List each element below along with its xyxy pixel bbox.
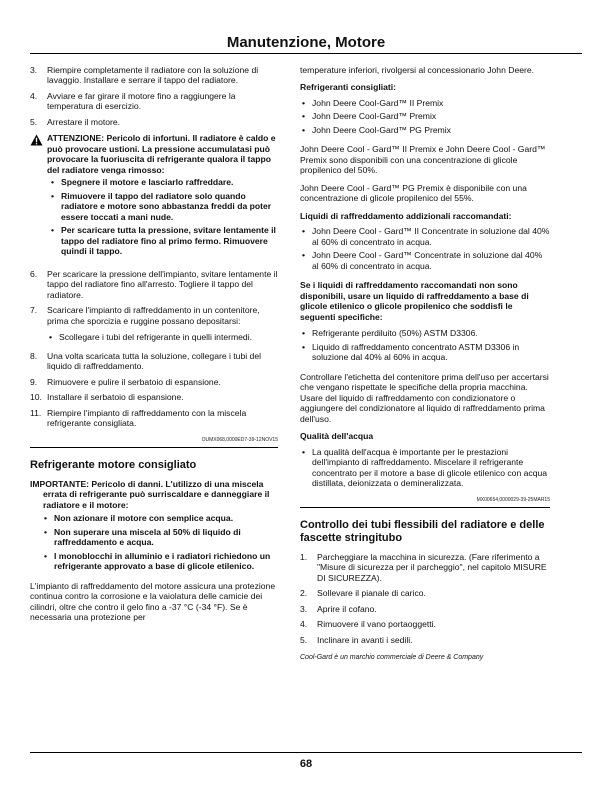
page-number: 68 (299, 758, 313, 770)
footer-rule (30, 752, 582, 753)
list-item (30, 351, 278, 372)
warning-box (30, 133, 278, 259)
important-bullets (42, 513, 278, 571)
step-number: 5. (300, 634, 308, 645)
subheading: Qualità dell'acqua (300, 431, 374, 442)
warning-bullets (49, 177, 278, 256)
body-paragraph: L'impianto di raffreddamento del motore assicura una protezione continua contro la corrosione e la vaiolatura delle camicie dei cilindri, oltre che contro il gelo fino a -37 °C (-34 °F). Se è necessaria una protezione per (30, 580, 276, 623)
step-number: 3. (300, 603, 308, 614)
recommended-list (300, 98, 550, 135)
list-item (30, 117, 278, 127)
list-item (30, 91, 278, 112)
body-paragraph: Controllare l'etichetta del contenitore prima dell'uso per accertarsi che vengano rispettate le specifiche della propria macchina. Usare del liquido di raffreddamento con condizionatore o aggiungere del condizionatore al liquido di raffreddamento prima dell'uso. (300, 371, 549, 424)
reference-code: OUMX068,0000ED7-39-12NOV15 (201, 436, 278, 443)
list-item (300, 588, 550, 598)
step-text: Sollevare il pianale di carico. (317, 588, 426, 599)
header-rule (30, 53, 582, 54)
list-item: • John Deere Cool-Gard™ II Premix (300, 98, 550, 108)
list-item (30, 65, 278, 86)
list-item (30, 269, 278, 300)
list-item: • John Deere Cool - Gard™ II Concentrate in soluzione dal 40% al 60% di concentrato in acqua. (300, 226, 550, 247)
step-text: Parcheggiare la macchina in sicurezza. (Fare riferimento a "Misure di sicurezza per il parcheggio", nel capitolo MISURE DI SICUREZZA). (317, 551, 547, 583)
section-divider (30, 447, 278, 448)
step-number: 1. (300, 551, 308, 562)
step-text: Installare il serbatoio di espansione. (47, 392, 184, 403)
list-item (30, 305, 278, 345)
subheading: Refrigeranti consigliati: (300, 82, 396, 93)
step-number: 9. (30, 376, 38, 387)
page-title: Manutenzione, Motore (226, 34, 386, 51)
steps-list (300, 552, 550, 645)
body-paragraph: temperature inferiori, rivolgersi al concessionario John Deere. (300, 65, 535, 75)
steps-list (30, 65, 278, 127)
section-divider (300, 507, 550, 508)
section-title: Refrigerante motore consigliato (30, 458, 197, 471)
additional-list (300, 226, 550, 271)
warning-icon (30, 133, 47, 259)
step-number: 11. (30, 407, 42, 418)
step-text: Riempire l'impianto di raffreddamento con la miscela refrigerante consigliata. (47, 407, 247, 429)
list-item: • John Deere Cool-Gard™ PG Premix (300, 125, 550, 135)
list-item: • Scollegare i tubi del refrigerante in quelli intermedi. (47, 332, 278, 342)
list-item: • I monoblocchi in alluminio e i radiatori richiedono un refrigerante approvato a base di glicole etilenico. (42, 551, 278, 572)
step-bullets (47, 332, 278, 342)
list-item: • Rimuovere il tappo del radiatore solo quando radiatore e motore sono abbastanza freddi da poter essere toccati a mani nude. (49, 191, 278, 222)
section-title: Controllo dei tubi flessibili del radiatore e delle fascette stringitubo (300, 518, 545, 544)
list-item: • Non superare una miscela al 50% di liquido di raffreddamento e acqua. (42, 527, 278, 548)
alternative-list (300, 328, 550, 362)
list-item (30, 377, 278, 387)
important-notice (30, 479, 278, 510)
subheading: Liquidi di raffreddamento addizionali raccomandati: (300, 210, 512, 221)
body-paragraph: John Deere Cool - Gard™ PG Premix è disponibile con una concentrazione di glicole propilenico del 55%. (300, 182, 527, 204)
step-number: 5. (30, 116, 38, 127)
left-column (30, 65, 278, 630)
step-number: 2. (300, 588, 308, 599)
right-column (300, 65, 550, 663)
list-item: • John Deere Cool - Gard™ Concentrate in soluzione dal 40% al 60% di concentrato in acqua. (300, 250, 550, 271)
list-item (300, 635, 550, 645)
step-number: 4. (30, 90, 38, 101)
step-number: 4. (300, 619, 308, 630)
page-header (30, 34, 582, 52)
list-item: • Non azionare il motore con semplice acqua. (42, 513, 278, 523)
list-item: • Liquido di raffreddamento concentrato ASTM D3306 in soluzione dal 40% al 60% in acqua. (300, 342, 550, 363)
list-item: • John Deere Cool-Gard™ Premix (300, 111, 550, 121)
step-text: Riempire completamente il radiatore con la soluzione di lavaggio. Installare e serrare il tappo del radiatore. (47, 65, 259, 86)
body-paragraph: John Deere Cool - Gard™ II Premix e John Deere Cool - Gard™ Premix sono disponibili con una concentrazione di glicole propilenico del 50%. (300, 144, 546, 176)
warning-text: ATTENZIONE: Pericolo di infortuni. Il radiatore è caldo e può provocare ustioni. La pressione accumulatasi può provocare la fuoriuscita di refrigerante qualora il tappo del radiatore venga rimosso: (47, 133, 276, 175)
step-text: Arrestare il motore. (47, 116, 121, 127)
list-item (30, 408, 278, 429)
list-item: • Spegnere il motore e lasciarlo raffreddare. (49, 177, 278, 187)
list-item: • Refrigerante perdiluito (50%) ASTM D3306. (300, 328, 550, 338)
list-item: • La qualità dell'acqua è importante per le prestazioni dell'impianto di raffreddamento. Miscelare il refrigerante concentrato per il motore a base di glicole etilenico con acqua distillata, deionizzata o demineralizzata. (300, 447, 550, 489)
step-text: Avviare e far girare il motore fino a raggiungere la temperatura di esercizio. (47, 90, 236, 112)
list-item (300, 552, 550, 583)
list-item (30, 392, 278, 402)
step-text: Scaricare l'impianto di raffreddamento in un contenitore, prima che sporcizia e ruggine possano depositarsi: (47, 305, 260, 326)
step-number: 6. (30, 268, 38, 279)
list-item (300, 619, 550, 629)
list-item (300, 604, 550, 614)
step-number: 8. (30, 350, 38, 361)
important-text: IMPORTANTE: Pericolo di danni. L'utilizzo di una miscela errata di refrigerante può surriscaldare e danneggiare il radiatore e il motore: (30, 478, 270, 510)
water-list (300, 447, 550, 489)
reference-code: MX00654,0000029-39-25MAR15 (476, 496, 550, 503)
step-text: Rimuovere il vano portaoggetti. (317, 619, 436, 630)
step-number: 10. (30, 392, 42, 403)
step-text: Inclinare in avanti i sedili. (317, 634, 413, 645)
subheading: Se i liquidi di raffreddamento raccomandati non sono disponibili, usare un liquido di raffreddamento a base di glicole etilenico o glicole propilenico che soddisfi le seguenti specifiche: (300, 280, 529, 322)
step-text: Rimuovere e pulire il serbatoio di espansione. (47, 376, 221, 387)
step-number: 7. (30, 305, 38, 316)
trademark-footnote: Cool-Gard è un marchio commerciale di Deere & Company (300, 654, 484, 662)
step-text: Aprire il cofano. (317, 603, 377, 614)
list-item: • Per scaricare tutta la pressione, svitare lentamente il tappo del radiatore fino al primo fermo. Rimuovere quindi il tappo. (49, 225, 278, 256)
step-text: Per scaricare la pressione dell'impianto, svitare lentamente il tappo del radiatore fino all'arresto. Togliere il tappo del radiatore. (47, 268, 278, 300)
step-number: 3. (30, 65, 38, 75)
step-text: Una volta scaricata tutta la soluzione, collegare i tubi del liquido di raffreddamento. (47, 350, 262, 372)
